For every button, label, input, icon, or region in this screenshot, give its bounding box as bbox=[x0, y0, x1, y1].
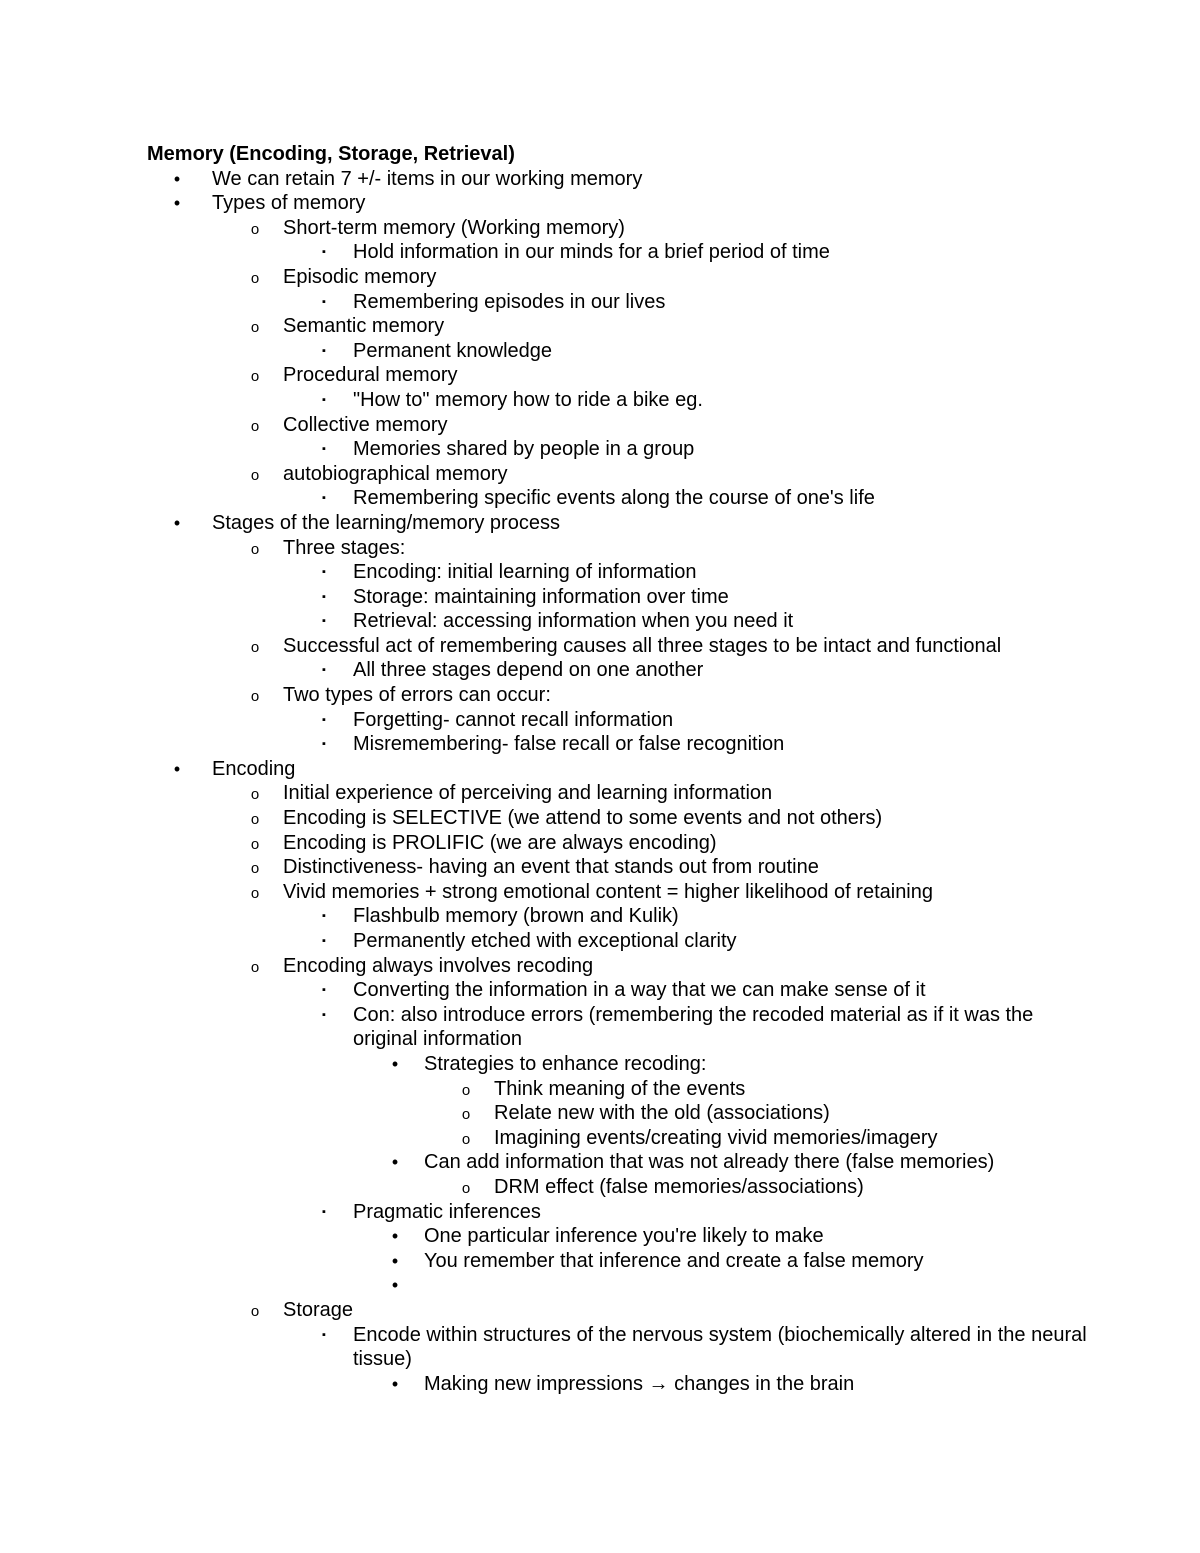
list-item-text: Permanently etched with exceptional clarity bbox=[353, 930, 737, 952]
list-item bbox=[147, 388, 1087, 413]
list-item-text: Converting the information in a way that we can make sense of it bbox=[353, 979, 926, 1002]
bullet-marker: o bbox=[250, 786, 260, 804]
list-item bbox=[147, 240, 1087, 265]
list-item-text: Storage: maintaining information over time bbox=[353, 585, 729, 608]
list-item bbox=[147, 560, 1087, 585]
list-item-text: Distinctiveness- having an event that stands out from routine bbox=[283, 856, 819, 879]
list-item bbox=[147, 954, 1087, 979]
list-item bbox=[147, 831, 1087, 856]
list-item-text: Successful act of remembering causes all three stages to be intact and functional bbox=[283, 634, 1002, 657]
list-item-text: Encoding: initial learning of information bbox=[353, 561, 697, 584]
list-item bbox=[147, 1273, 1087, 1298]
bullet-marker: ▪ bbox=[322, 566, 326, 579]
bullet-marker: o bbox=[250, 688, 260, 706]
list-item-text: Episodic memory bbox=[283, 265, 437, 288]
list-item-text: DRM effect (false memories/associations) bbox=[494, 1175, 864, 1198]
list-item bbox=[147, 1077, 1087, 1102]
bullet-marker: o bbox=[250, 835, 260, 853]
bullet-marker: o bbox=[461, 1179, 471, 1197]
list-item-text: Storage bbox=[283, 1298, 354, 1321]
list-item-text: Making new impressions → changes in the brain bbox=[424, 1372, 855, 1395]
list-item-text: Three stages: bbox=[283, 536, 406, 559]
list-item-text: Collective memory bbox=[283, 413, 448, 436]
bullet-marker: ▪ bbox=[322, 295, 326, 308]
bullet-marker: ▪ bbox=[322, 1205, 326, 1218]
bullet-marker: o bbox=[250, 319, 260, 337]
list-item bbox=[147, 486, 1087, 511]
bullet-marker: o bbox=[250, 958, 260, 976]
list-item bbox=[147, 1372, 1087, 1397]
list-item-text: One particular inference you're likely to make bbox=[424, 1225, 824, 1248]
bullet-marker: ▪ bbox=[322, 615, 326, 628]
list-item-text: Retrieval: accessing information when you need it bbox=[353, 610, 794, 633]
list-item-text: Think meaning of the events bbox=[494, 1077, 746, 1100]
list-item bbox=[147, 536, 1087, 561]
list-item bbox=[147, 1249, 1087, 1274]
bullet-marker: • bbox=[173, 168, 181, 189]
list-item bbox=[147, 1052, 1087, 1077]
list-item-text: autobiographical memory bbox=[283, 462, 508, 485]
bullet-marker: ▪ bbox=[322, 935, 326, 947]
list-item-text: Permanent knowledge bbox=[353, 339, 553, 362]
list-item-text: Misremembering- false recall or false recognition bbox=[353, 733, 785, 756]
list-item bbox=[147, 683, 1087, 708]
bullet-marker: ▪ bbox=[322, 443, 326, 456]
list-item-text: Semantic memory bbox=[283, 315, 445, 338]
list-item-text: Remembering episodes in our lives bbox=[353, 290, 666, 313]
bullet-marker: o bbox=[461, 1081, 471, 1099]
list-item bbox=[147, 314, 1087, 339]
list-item-text: Flashbulb memory (brown and Kulik) bbox=[353, 905, 679, 928]
list-item bbox=[147, 732, 1087, 757]
list-item-text: Two types of errors can occur: bbox=[283, 684, 551, 707]
list-item bbox=[147, 191, 1087, 216]
list-item bbox=[147, 511, 1087, 536]
list-item bbox=[147, 462, 1087, 487]
list-item-text: Remembering specific events along the course of one's life bbox=[353, 487, 875, 510]
list-item bbox=[147, 708, 1087, 733]
list-item bbox=[147, 1224, 1087, 1249]
bullet-marker: o bbox=[250, 417, 260, 435]
list-item-text: Forgetting- cannot recall information bbox=[353, 708, 674, 731]
list-item bbox=[147, 1126, 1087, 1151]
bullet-marker: ▪ bbox=[322, 590, 326, 603]
list-item-text: Hold information in our minds for a brief period of time bbox=[353, 241, 830, 264]
bullet-marker: ▪ bbox=[322, 1008, 326, 1021]
list-item bbox=[147, 585, 1087, 610]
list-item-text: Can add information that was not already there (false memories) bbox=[424, 1151, 995, 1174]
bullet-marker: ▪ bbox=[322, 910, 326, 923]
document-title: Memory (Encoding, Storage, Retrieval) bbox=[147, 143, 515, 165]
list-item-text: Pragmatic inferences bbox=[353, 1200, 541, 1223]
bullet-marker: ▪ bbox=[322, 984, 326, 997]
bullet-marker: • bbox=[173, 758, 181, 779]
list-item bbox=[147, 609, 1087, 634]
list-item bbox=[147, 1101, 1087, 1126]
list-item-text: Relate new with the old (associations) bbox=[494, 1102, 830, 1125]
bullet-marker: • bbox=[391, 1250, 399, 1271]
list-item-text: Procedural memory bbox=[283, 364, 458, 387]
list-item bbox=[147, 1150, 1087, 1175]
list-item-text: All three stages depend on one another bbox=[353, 659, 704, 682]
bullet-marker: ▪ bbox=[322, 664, 326, 677]
list-item-text: Encoding is SELECTIVE (we attend to some events and not others) bbox=[283, 807, 883, 830]
list-item-text: Types of memory bbox=[212, 192, 366, 215]
list-item bbox=[147, 880, 1087, 905]
list-item bbox=[147, 437, 1087, 462]
list-item-text: Vivid memories + strong emotional content = higher likelihood of retaining bbox=[283, 880, 933, 903]
bullet-marker: ▪ bbox=[322, 713, 326, 726]
bullet-marker: ▪ bbox=[322, 393, 326, 406]
list-item-text: We can retain 7 +/- items in our working memory bbox=[212, 167, 643, 190]
list-item bbox=[147, 1323, 1087, 1372]
list-item-text: Encoding is PROLIFIC (we are always encoding) bbox=[283, 831, 717, 854]
list-item bbox=[147, 855, 1087, 880]
bullet-marker: o bbox=[250, 811, 260, 829]
bullet-marker: o bbox=[250, 638, 260, 656]
list-item bbox=[147, 929, 1087, 954]
bullet-marker: ▪ bbox=[322, 492, 326, 505]
list-item-text: Strategies to enhance recoding: bbox=[424, 1052, 707, 1075]
list-item bbox=[147, 757, 1087, 782]
list-item bbox=[147, 1200, 1087, 1225]
list-item bbox=[147, 413, 1087, 438]
list-item bbox=[147, 290, 1087, 315]
list-item-text: Short-term memory (Working memory) bbox=[283, 216, 625, 239]
list-item bbox=[147, 806, 1087, 831]
bullet-marker: ▪ bbox=[322, 1328, 326, 1341]
list-item bbox=[147, 1003, 1087, 1052]
list-item-text: Encoding always involves recoding bbox=[283, 954, 594, 977]
bullet-marker: • bbox=[173, 193, 181, 214]
bullet-marker: o bbox=[250, 540, 260, 558]
outline-list bbox=[147, 167, 1087, 1397]
list-item-text: You remember that inference and create a false memory bbox=[424, 1249, 924, 1272]
bullet-marker: o bbox=[250, 220, 260, 238]
list-item bbox=[147, 265, 1087, 290]
bullet-marker: • bbox=[391, 1226, 399, 1247]
document-body bbox=[147, 142, 1087, 1396]
list-item bbox=[147, 216, 1087, 241]
list-item-text: Initial experience of perceiving and learning information bbox=[283, 782, 773, 805]
list-item-text: Stages of the learning/memory process bbox=[212, 511, 560, 534]
list-item bbox=[147, 167, 1087, 192]
bullet-marker: o bbox=[250, 368, 260, 386]
bullet-marker: o bbox=[461, 1130, 471, 1148]
list-item bbox=[147, 363, 1087, 388]
bullet-marker: o bbox=[250, 269, 260, 287]
list-item-text: Encoding bbox=[212, 757, 296, 780]
bullet-marker: • bbox=[391, 1275, 399, 1296]
bullet-marker: o bbox=[250, 860, 260, 878]
list-item-text: "How to" memory how to ride a bike eg. bbox=[353, 388, 703, 411]
list-item-text: Imagining events/creating vivid memories/imagery bbox=[494, 1126, 938, 1149]
list-item bbox=[147, 781, 1087, 806]
bullet-marker: ▪ bbox=[322, 738, 326, 751]
bullet-marker: o bbox=[250, 1302, 260, 1320]
list-item bbox=[147, 1175, 1087, 1200]
list-item bbox=[147, 634, 1087, 659]
bullet-marker: ▪ bbox=[322, 344, 326, 357]
list-item bbox=[147, 904, 1087, 929]
list-item-text: Memories shared by people in a group bbox=[353, 438, 695, 461]
bullet-marker: • bbox=[391, 1152, 399, 1173]
bullet-marker: • bbox=[391, 1053, 399, 1074]
list-item-text: Encode within structures of the nervous system (biochemically altered in the neural tissue) bbox=[353, 1323, 1087, 1371]
bullet-marker: o bbox=[461, 1106, 471, 1124]
list-item bbox=[147, 658, 1087, 683]
bullet-marker: • bbox=[391, 1373, 399, 1394]
list-item bbox=[147, 1298, 1087, 1323]
list-item bbox=[147, 339, 1087, 364]
bullet-marker: • bbox=[173, 512, 181, 533]
bullet-marker: o bbox=[250, 884, 260, 902]
bullet-marker: o bbox=[250, 466, 260, 484]
bullet-marker: ▪ bbox=[322, 246, 326, 259]
list-item bbox=[147, 978, 1087, 1003]
list-item-text: Con: also introduce errors (remembering the recoded material as if it was the original information bbox=[353, 1003, 1034, 1051]
